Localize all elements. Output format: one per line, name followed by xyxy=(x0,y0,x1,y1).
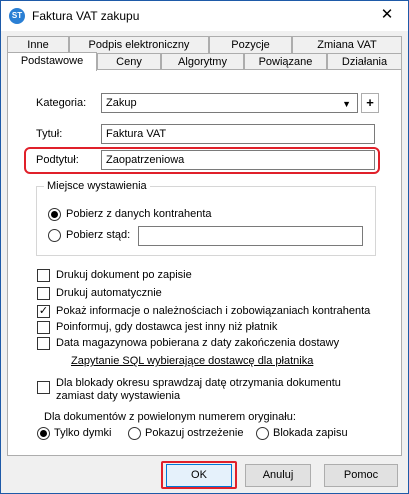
add-kategoria-button[interactable] xyxy=(361,93,379,113)
pokazuj-ostrzezenie-label: Pokazuj ostrzeżenie xyxy=(145,427,244,439)
tab-label: Inne xyxy=(27,39,49,51)
drukuj-automatycznie-label: Drukuj automatycznie xyxy=(56,287,162,299)
tab-label: Ceny xyxy=(116,56,142,68)
checkbox-blokada-okresu[interactable] xyxy=(37,381,50,394)
tab-zmiana-vat[interactable] xyxy=(292,36,402,54)
kategoria-value: Zakup xyxy=(106,97,137,109)
podtytul-field[interactable] xyxy=(101,150,375,170)
tab-label: Pozycje xyxy=(231,39,270,51)
blokada-zapisu-label: Blokada zapisu xyxy=(273,427,348,439)
help-button[interactable]: Pomoc xyxy=(324,464,398,487)
close-icon[interactable]: ✕ xyxy=(380,6,394,23)
sql-link[interactable]: Zapytanie SQL wybierające dostawcę dla płatnika xyxy=(71,355,314,367)
blokada-line2: zamiast daty wystawienia xyxy=(56,390,181,402)
data-magazynowa-label: Data magazynowa pobierana z daty zakończenia dostawy xyxy=(56,337,340,349)
dropdown-arrow-icon[interactable]: ▼ xyxy=(342,99,351,109)
title-bar xyxy=(1,1,408,31)
miejsce-legend: Miejsce wystawienia xyxy=(47,180,147,192)
tab-label: Działania xyxy=(341,56,388,68)
radio-pobierz-z-kontrahenta[interactable] xyxy=(48,208,61,221)
tab-panel-podstawowe xyxy=(7,69,402,456)
checkbox-poinformuj-dostawca[interactable] xyxy=(37,321,50,334)
tab-label: Podstawowe xyxy=(20,55,84,67)
tab-label: Zmiana VAT xyxy=(317,39,377,51)
radio-tylko-dymki[interactable] xyxy=(37,427,50,440)
tab-pozycje[interactable] xyxy=(209,36,292,54)
pobierz-z-kontrahenta-label: Pobierz z danych kontrahenta xyxy=(66,208,212,220)
pobierz-stad-field[interactable] xyxy=(138,226,363,246)
kategoria-label: Kategoria: xyxy=(36,97,87,109)
checkbox-drukuj-po-zapisie[interactable] xyxy=(37,269,50,282)
kategoria-combo[interactable] xyxy=(101,93,358,113)
tab-label: Podpis elektroniczny xyxy=(88,39,190,51)
tytul-field[interactable] xyxy=(101,124,375,144)
tab-label: Powiązane xyxy=(258,56,313,68)
checkbox-pokaz-naleznosci[interactable] xyxy=(37,305,50,318)
cancel-button[interactable]: Anuluj xyxy=(245,464,311,487)
tab-label: Algorytmy xyxy=(178,56,227,68)
plus-icon: + xyxy=(366,95,374,110)
duplicates-label: Dla dokumentów z powielonym numerem oryginału: xyxy=(44,411,296,423)
pokaz-naleznosci-label: Pokaż informacje o należnościach i zobowiązaniach kontrahenta xyxy=(56,305,371,317)
window-title: Faktura VAT zakupu xyxy=(32,9,140,23)
drukuj-po-zapisie-label: Drukuj dokument po zapisie xyxy=(56,269,192,281)
ok-button[interactable]: OK xyxy=(166,464,232,487)
blokada-line1: Dla blokady okresu sprawdzaj datę otrzymania dokumentu xyxy=(56,377,341,389)
tytul-label: Tytuł: xyxy=(36,128,63,140)
pobierz-stad-label: Pobierz stąd: xyxy=(66,229,131,241)
app-icon: ST xyxy=(9,8,25,24)
tytul-value: Faktura VAT xyxy=(106,128,167,140)
poinformuj-dostawca-label: Poinformuj, gdy dostawca jest inny niż płatnik xyxy=(56,321,278,333)
radio-pobierz-stad[interactable] xyxy=(48,229,61,242)
podtytul-label: Podtytuł: xyxy=(36,154,79,166)
tylko-dymki-label: Tylko dymki xyxy=(54,427,112,439)
podtytul-value: Zaopatrzeniowa xyxy=(106,154,185,166)
radio-pokazuj-ostrzezenie[interactable] xyxy=(128,427,141,440)
checkmark-icon: ✓ xyxy=(38,305,49,317)
checkbox-data-magazynowa[interactable] xyxy=(37,337,50,350)
radio-blokada-zapisu[interactable] xyxy=(256,427,269,440)
tab-podstawowe[interactable] xyxy=(7,52,97,71)
checkbox-drukuj-automatycznie[interactable] xyxy=(37,287,50,300)
